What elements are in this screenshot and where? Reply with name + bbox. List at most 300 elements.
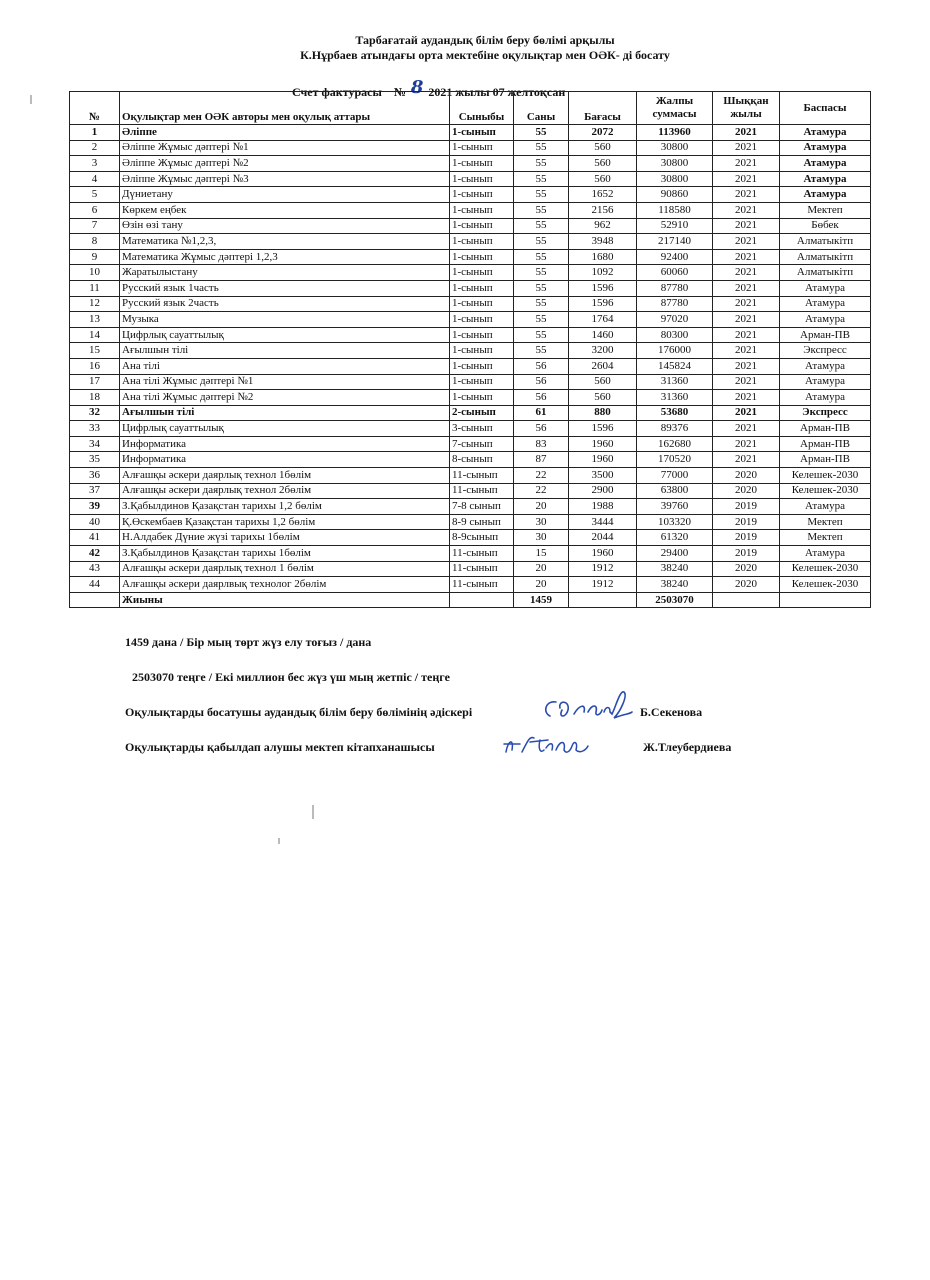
- row-total: 30800: [637, 156, 713, 172]
- row-price: 2072: [569, 125, 637, 141]
- row-price: 880: [569, 405, 637, 421]
- row-year: 2021: [713, 312, 780, 328]
- row-year: 2021: [713, 405, 780, 421]
- row-grade: 1-сынып: [450, 327, 514, 343]
- row-price: 560: [569, 390, 637, 406]
- row-price: 962: [569, 218, 637, 234]
- row-publisher: Бөбек: [780, 218, 871, 234]
- row-grade: 1-сынып: [450, 125, 514, 141]
- row-qty: 22: [514, 483, 569, 499]
- row-total: 92400: [637, 249, 713, 265]
- books-table: [69, 91, 871, 608]
- row-publisher: Мектеп: [780, 514, 871, 530]
- row-year: 2021: [713, 218, 780, 234]
- row-publisher: Арман-ПВ: [780, 436, 871, 452]
- row-year: 2021: [713, 358, 780, 374]
- row-grade: 1-сынып: [450, 265, 514, 281]
- row-grade: 1-сынып: [450, 156, 514, 172]
- row-no: 10: [70, 265, 120, 281]
- table-row: [70, 390, 871, 406]
- row-year: 2021: [713, 421, 780, 437]
- row-total: 113960: [637, 125, 713, 141]
- row-year: 2019: [713, 530, 780, 546]
- table-row: [70, 374, 871, 390]
- row-grade: 1-сынып: [450, 312, 514, 328]
- row-publisher: Атамура: [780, 296, 871, 312]
- table-row: [70, 171, 871, 187]
- row-grade: 1-сынып: [450, 343, 514, 359]
- row-publisher: Келешек-2030: [780, 468, 871, 484]
- row-name: Әліппе Жұмыс дәптері №1: [120, 140, 450, 156]
- document-title-line1: Тарбағатай аудандық білім беру бөлімі арқылы: [355, 33, 615, 47]
- row-publisher: Атамура: [780, 171, 871, 187]
- row-no: 15: [70, 343, 120, 359]
- row-publisher: Мектеп: [780, 202, 871, 218]
- row-qty: 56: [514, 421, 569, 437]
- row-publisher: Атамура: [780, 390, 871, 406]
- row-publisher: Арман-ПВ: [780, 327, 871, 343]
- row-total: 145824: [637, 358, 713, 374]
- row-name: Алғашқы әскери даярлық технол 1бөлім: [120, 468, 450, 484]
- table-row: [70, 327, 871, 343]
- row-qty: 55: [514, 171, 569, 187]
- row-year: 2021: [713, 234, 780, 250]
- table-row: [70, 312, 871, 328]
- row-price: 2044: [569, 530, 637, 546]
- row-no: 17: [70, 374, 120, 390]
- table-row: [70, 421, 871, 437]
- header-grade: Сыныбы: [450, 92, 514, 125]
- invoice-date: 2021 жылы 07 желтоқсан: [428, 85, 566, 99]
- row-total: 80300: [637, 327, 713, 343]
- row-price: 1596: [569, 296, 637, 312]
- row-price: 1960: [569, 452, 637, 468]
- row-grade: 1-сынып: [450, 171, 514, 187]
- row-qty: 20: [514, 499, 569, 515]
- row-publisher: Алматыкітп: [780, 234, 871, 250]
- row-year: 2021: [713, 265, 780, 281]
- row-qty: 30: [514, 514, 569, 530]
- row-price: 560: [569, 171, 637, 187]
- row-qty: 55: [514, 125, 569, 141]
- row-price: 1764: [569, 312, 637, 328]
- issuer-signature-image: [540, 688, 635, 730]
- row-total: 30800: [637, 171, 713, 187]
- row-name: Ана тілі: [120, 358, 450, 374]
- table-row: [70, 140, 871, 156]
- row-qty: 20: [514, 561, 569, 577]
- table-row: [70, 249, 871, 265]
- row-qty: 55: [514, 156, 569, 172]
- row-no: 16: [70, 358, 120, 374]
- table-row: [70, 499, 871, 515]
- invoice-no-label: №: [393, 85, 406, 99]
- row-year: 2021: [713, 249, 780, 265]
- table-row: [70, 530, 871, 546]
- row-grade: 1-сынып: [450, 218, 514, 234]
- row-year: 2021: [713, 140, 780, 156]
- row-no: 40: [70, 514, 120, 530]
- row-no: 6: [70, 202, 120, 218]
- invoice-label: Счет фактурасы: [292, 85, 382, 99]
- receiver-label: Оқулықтарды қабылдап алушы мектеп кітапханашысы: [125, 740, 435, 754]
- row-grade: 1-сынып: [450, 140, 514, 156]
- row-no: 5: [70, 187, 120, 203]
- issuer-label: Оқулықтарды босатушы аудандық білім беру бөлімінің әдіскері: [125, 705, 473, 719]
- row-year: 2019: [713, 499, 780, 515]
- row-no: 11: [70, 280, 120, 296]
- row-price: 3444: [569, 514, 637, 530]
- row-qty: 55: [514, 343, 569, 359]
- row-price: 2604: [569, 358, 637, 374]
- row-price: 560: [569, 156, 637, 172]
- row-grade: 1-сынып: [450, 234, 514, 250]
- row-publisher: Атамура: [780, 125, 871, 141]
- table-row: [70, 202, 871, 218]
- row-publisher: Атамура: [780, 499, 871, 515]
- row-name: З.Қабылдинов Қазақстан тарихы 1,2 бөлім: [120, 499, 450, 515]
- row-total: 89376: [637, 421, 713, 437]
- row-total: 118580: [637, 202, 713, 218]
- row-no: 33: [70, 421, 120, 437]
- row-no: 1: [70, 125, 120, 141]
- header-publisher: Баспасы: [780, 92, 871, 125]
- row-name: Н.Алдабек Дүние жүзі тарихы 1бөлім: [120, 530, 450, 546]
- total-qty: 1459: [514, 592, 569, 608]
- row-no: 41: [70, 530, 120, 546]
- row-qty: 87: [514, 452, 569, 468]
- sum-in-words: 2503070 теңге / Екі миллион бес жүз үш мың жетпіс / теңге: [132, 670, 450, 684]
- row-grade: 1-сынып: [450, 374, 514, 390]
- row-price: 3948: [569, 234, 637, 250]
- row-qty: 55: [514, 312, 569, 328]
- row-total: 39760: [637, 499, 713, 515]
- row-year: 2021: [713, 280, 780, 296]
- row-name: Өзін өзі тану: [120, 218, 450, 234]
- row-price: 1680: [569, 249, 637, 265]
- row-grade: 1-сынып: [450, 390, 514, 406]
- row-grade: 11-сынып: [450, 546, 514, 562]
- table-row: [70, 234, 871, 250]
- row-name: Ағылшын тілі: [120, 343, 450, 359]
- row-year: 2021: [713, 156, 780, 172]
- row-no: 39: [70, 499, 120, 515]
- row-publisher: Атамура: [780, 546, 871, 562]
- table-row: [70, 468, 871, 484]
- row-name: Математика Жұмыс дәптері 1,2,3: [120, 249, 450, 265]
- row-qty: 56: [514, 390, 569, 406]
- row-no: 37: [70, 483, 120, 499]
- row-qty: 55: [514, 296, 569, 312]
- row-grade: 8-сынып: [450, 452, 514, 468]
- row-name: Музыка: [120, 312, 450, 328]
- row-no: 44: [70, 577, 120, 593]
- row-grade: 11-сынып: [450, 468, 514, 484]
- row-price: 1960: [569, 546, 637, 562]
- table-row: [70, 561, 871, 577]
- row-publisher: Атамура: [780, 280, 871, 296]
- table-row: [70, 514, 871, 530]
- row-publisher: Келешек-2030: [780, 561, 871, 577]
- row-qty: 55: [514, 265, 569, 281]
- row-publisher: Атамура: [780, 312, 871, 328]
- quantity-in-words: 1459 дана / Бір мың төрт жүз елу тоғыз / дана: [125, 635, 372, 649]
- row-qty: 22: [514, 468, 569, 484]
- header-total: Жалпы суммасы: [637, 92, 713, 125]
- row-total: 162680: [637, 436, 713, 452]
- row-year: 2020: [713, 577, 780, 593]
- row-publisher: Атамура: [780, 358, 871, 374]
- row-name: Көркем еңбек: [120, 202, 450, 218]
- row-publisher: Келешек-2030: [780, 577, 871, 593]
- row-price: 1092: [569, 265, 637, 281]
- receiver-signature-image: [500, 728, 595, 762]
- row-year: 2019: [713, 514, 780, 530]
- row-name: Дүниетану: [120, 187, 450, 203]
- row-total: 53680: [637, 405, 713, 421]
- total-sum: 2503070: [637, 592, 713, 608]
- table-row: [70, 265, 871, 281]
- row-name: Цифрлық сауаттылық: [120, 327, 450, 343]
- invoice-number-handwritten: 8: [410, 77, 424, 98]
- row-grade: 11-сынып: [450, 561, 514, 577]
- table-row: [70, 343, 871, 359]
- row-grade: 2-сынып: [450, 405, 514, 421]
- document-title-line2: К.Нұрбаев атындағы орта мектебіне оқулықтар мен ОӘК- ді босату: [300, 48, 670, 62]
- row-grade: 1-сынып: [450, 296, 514, 312]
- row-name: З.Қабылдинов Қазақстан тарихы 1бөлім: [120, 546, 450, 562]
- row-grade: 7-сынып: [450, 436, 514, 452]
- table-header-row: [70, 92, 871, 125]
- row-year: 2020: [713, 468, 780, 484]
- header-no: №: [70, 92, 120, 125]
- row-total: 103320: [637, 514, 713, 530]
- row-name: Ана тілі Жұмыс дәптері №1: [120, 374, 450, 390]
- row-name: Информатика: [120, 452, 450, 468]
- row-publisher: Алматыкітп: [780, 265, 871, 281]
- row-grade: 1-сынып: [450, 202, 514, 218]
- receiver-name: Ж.Тлеубердиева: [643, 740, 732, 754]
- row-publisher: Келешек-2030: [780, 483, 871, 499]
- row-name: Русский язык 1часть: [120, 280, 450, 296]
- row-no: 3: [70, 156, 120, 172]
- row-name: Жаратылыстану: [120, 265, 450, 281]
- row-grade: 8-9сынып: [450, 530, 514, 546]
- row-price: 1912: [569, 561, 637, 577]
- row-qty: 56: [514, 358, 569, 374]
- table-row: [70, 296, 871, 312]
- row-publisher: Алматыкітп: [780, 249, 871, 265]
- row-name: Әліппе: [120, 125, 450, 141]
- header-name: Оқулықтар мен ОӘК авторы мен оқулық аттары: [120, 92, 450, 125]
- row-qty: 61: [514, 405, 569, 421]
- row-publisher: Арман-ПВ: [780, 452, 871, 468]
- header-qty: Саны: [514, 92, 569, 125]
- row-total: 61320: [637, 530, 713, 546]
- row-year: 2020: [713, 483, 780, 499]
- table-total-row: [70, 592, 871, 608]
- row-total: 77000: [637, 468, 713, 484]
- table-row: [70, 280, 871, 296]
- row-publisher: Экспресс: [780, 343, 871, 359]
- row-qty: 55: [514, 140, 569, 156]
- row-qty: 30: [514, 530, 569, 546]
- row-name: Цифрлық сауаттылық: [120, 421, 450, 437]
- row-year: 2021: [713, 327, 780, 343]
- row-no: 8: [70, 234, 120, 250]
- row-name: Ана тілі Жұмыс дәптері №2: [120, 390, 450, 406]
- row-total: 52910: [637, 218, 713, 234]
- row-price: 1912: [569, 577, 637, 593]
- row-qty: 55: [514, 202, 569, 218]
- row-no: 2: [70, 140, 120, 156]
- row-total: 31360: [637, 374, 713, 390]
- table-row: [70, 577, 871, 593]
- row-no: 18: [70, 390, 120, 406]
- row-price: 1960: [569, 436, 637, 452]
- table-row: [70, 187, 871, 203]
- row-no: 9: [70, 249, 120, 265]
- row-price: 560: [569, 374, 637, 390]
- table-row: [70, 483, 871, 499]
- row-total: 87780: [637, 296, 713, 312]
- row-year: 2021: [713, 202, 780, 218]
- row-grade: 11-сынып: [450, 483, 514, 499]
- row-price: 560: [569, 140, 637, 156]
- row-publisher: Арман-ПВ: [780, 421, 871, 437]
- row-qty: 20: [514, 577, 569, 593]
- table-row: [70, 218, 871, 234]
- row-total: 30800: [637, 140, 713, 156]
- row-total: 176000: [637, 343, 713, 359]
- table-row: [70, 125, 871, 141]
- header-price: Бағасы: [569, 92, 637, 125]
- row-total: 38240: [637, 577, 713, 593]
- row-qty: 55: [514, 249, 569, 265]
- row-name: Математика №1,2,3,: [120, 234, 450, 250]
- row-name: Информатика: [120, 436, 450, 452]
- row-grade: 8-9 сынып: [450, 514, 514, 530]
- row-year: 2020: [713, 561, 780, 577]
- row-name: Алғашқы әскери даярлвық технолог 2бөлім: [120, 577, 450, 593]
- row-total: 217140: [637, 234, 713, 250]
- row-qty: 55: [514, 280, 569, 296]
- row-year: 2021: [713, 296, 780, 312]
- row-grade: 3-сынып: [450, 421, 514, 437]
- row-price: 1596: [569, 421, 637, 437]
- row-total: 87780: [637, 280, 713, 296]
- row-publisher: Атамура: [780, 374, 871, 390]
- row-no: 35: [70, 452, 120, 468]
- row-total: 29400: [637, 546, 713, 562]
- row-grade: 11-сынып: [450, 577, 514, 593]
- row-no: 14: [70, 327, 120, 343]
- row-grade: 1-сынып: [450, 358, 514, 374]
- row-total: 63800: [637, 483, 713, 499]
- row-year: 2021: [713, 452, 780, 468]
- table-row: [70, 546, 871, 562]
- row-year: 2021: [713, 436, 780, 452]
- row-price: 1988: [569, 499, 637, 515]
- row-qty: 55: [514, 218, 569, 234]
- row-qty: 55: [514, 234, 569, 250]
- row-price: 2156: [569, 202, 637, 218]
- row-total: 38240: [637, 561, 713, 577]
- row-price: 2900: [569, 483, 637, 499]
- row-year: 2021: [713, 187, 780, 203]
- row-qty: 56: [514, 374, 569, 390]
- row-name: Қ.Өскембаев Қазақстан тарихы 1,2 бөлім: [120, 514, 450, 530]
- row-qty: 83: [514, 436, 569, 452]
- row-grade: 1-сынып: [450, 249, 514, 265]
- row-price: 1652: [569, 187, 637, 203]
- row-total: 90860: [637, 187, 713, 203]
- table-row: [70, 405, 871, 421]
- row-name: Әліппе Жұмыс дәптері №3: [120, 171, 450, 187]
- row-no: 7: [70, 218, 120, 234]
- row-grade: 1-сынып: [450, 187, 514, 203]
- row-publisher: Мектеп: [780, 530, 871, 546]
- row-publisher: Атамура: [780, 187, 871, 203]
- row-grade: 1-сынып: [450, 280, 514, 296]
- row-name: Алғашқы әскери даярлық технол 1 бөлім: [120, 561, 450, 577]
- table-row: [70, 436, 871, 452]
- row-year: 2021: [713, 390, 780, 406]
- row-qty: 55: [514, 187, 569, 203]
- row-name: Алғашқы әскери даярлық технол 2бөлім: [120, 483, 450, 499]
- row-no: 12: [70, 296, 120, 312]
- row-no: 32: [70, 405, 120, 421]
- issuer-name: Б.Секенова: [640, 705, 703, 719]
- row-total: 97020: [637, 312, 713, 328]
- scan-mark: [30, 95, 32, 104]
- table-row: [70, 358, 871, 374]
- scan-mark: [278, 838, 280, 844]
- row-no: 42: [70, 546, 120, 562]
- row-name: Ағылшын тілі: [120, 405, 450, 421]
- row-no: 34: [70, 436, 120, 452]
- row-price: 1460: [569, 327, 637, 343]
- row-year: 2019: [713, 546, 780, 562]
- row-price: 3500: [569, 468, 637, 484]
- row-no: 13: [70, 312, 120, 328]
- row-total: 170520: [637, 452, 713, 468]
- row-year: 2021: [713, 125, 780, 141]
- row-qty: 55: [514, 327, 569, 343]
- row-name: Әліппе Жұмыс дәптері №2: [120, 156, 450, 172]
- row-total: 31360: [637, 390, 713, 406]
- row-publisher: Экспресс: [780, 405, 871, 421]
- row-no: 4: [70, 171, 120, 187]
- row-price: 1596: [569, 280, 637, 296]
- row-publisher: Атамура: [780, 156, 871, 172]
- row-publisher: Атамура: [780, 140, 871, 156]
- row-year: 2021: [713, 171, 780, 187]
- header-year: Шыққан жылы: [713, 92, 780, 125]
- row-price: 3200: [569, 343, 637, 359]
- row-name: Русский язык 2часть: [120, 296, 450, 312]
- row-qty: 15: [514, 546, 569, 562]
- row-no: 43: [70, 561, 120, 577]
- table-row: [70, 452, 871, 468]
- total-label: Жиыны: [120, 592, 450, 608]
- row-grade: 7-8 сынып: [450, 499, 514, 515]
- table-row: [70, 156, 871, 172]
- row-total: 60060: [637, 265, 713, 281]
- row-year: 2021: [713, 343, 780, 359]
- scan-mark: [312, 805, 314, 819]
- row-year: 2021: [713, 374, 780, 390]
